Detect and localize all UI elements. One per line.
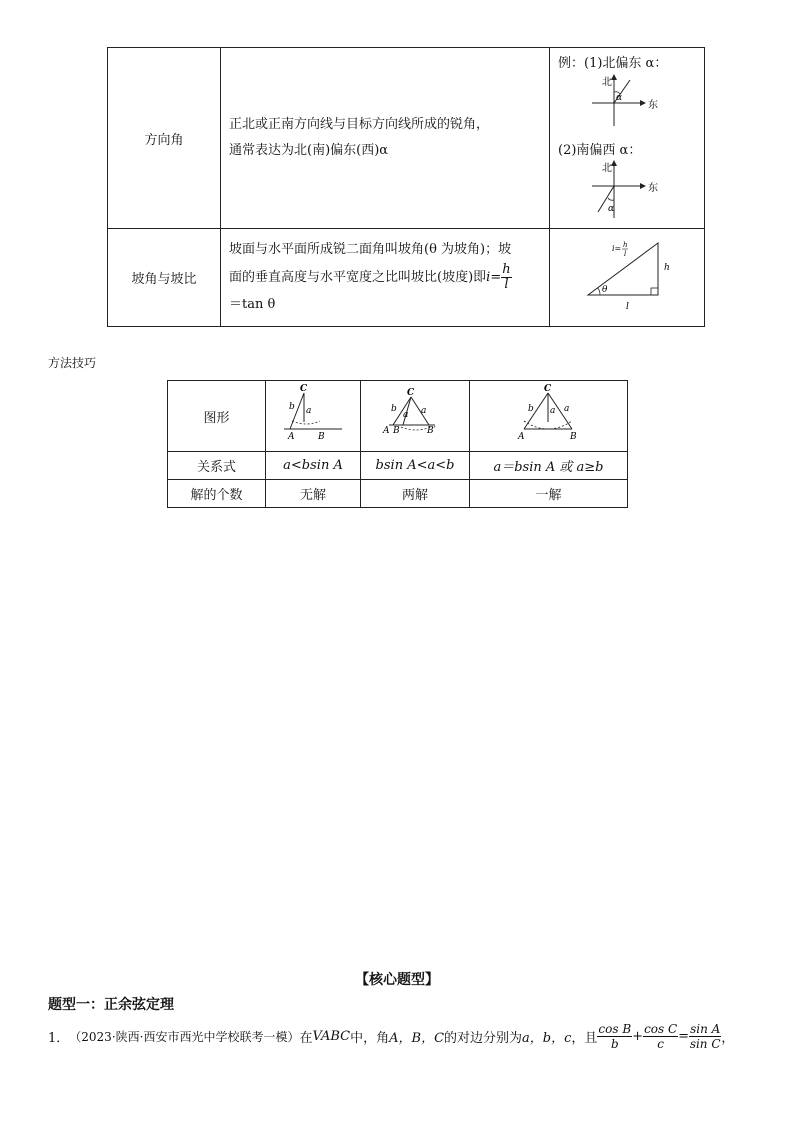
problem-1	[48, 1022, 758, 1051]
label-C-2: C	[407, 388, 415, 398]
i-frac-h: h	[623, 241, 628, 249]
problem-1-text-2: 中，角	[350, 1031, 390, 1046]
cell-slope-name	[108, 229, 221, 327]
slope-fraction	[501, 263, 511, 292]
label-b-2: b	[391, 404, 397, 414]
cell-direction-angle-figures	[550, 48, 705, 229]
label-B-3: B	[570, 432, 577, 442]
label-b-3: b	[528, 404, 534, 414]
label-Bp-2: B′	[427, 426, 436, 436]
problem-1-triangle: VABC	[312, 1029, 351, 1044]
count-no-solution: 无解	[266, 480, 361, 508]
south-west-figure	[586, 156, 666, 224]
slope-i: i	[486, 269, 491, 285]
cell-fig-no-solution	[266, 381, 361, 452]
frac3-num: sin A	[690, 1022, 721, 1036]
label-a-3a: a	[550, 406, 556, 416]
slope-triangle-figure	[584, 237, 694, 319]
label-a-3b: a	[564, 404, 570, 414]
label-a-2a: a	[403, 410, 409, 420]
label-C-3: C	[544, 384, 552, 394]
equals-sign: =	[678, 1029, 690, 1044]
header-relation: 关系式	[168, 452, 266, 480]
east-label-2: 东	[648, 183, 658, 194]
method-section-title: 方法技巧	[48, 356, 97, 370]
label-a-2b: a	[421, 406, 427, 416]
alpha-label: α	[616, 93, 623, 103]
problem-1-angles: A，B，C	[389, 1031, 445, 1046]
fraction-sinA-sinC	[689, 1022, 721, 1051]
i-frac-l: l	[624, 250, 627, 258]
fraction-cosC-c	[643, 1022, 678, 1051]
problem-1-text-4: ，且	[571, 1031, 598, 1046]
slope-frac-num: h	[502, 262, 511, 277]
cell-direction-angle-desc	[221, 48, 550, 229]
plus-sign: +	[632, 1029, 644, 1044]
problem-1-text-3: 的对边分别为	[444, 1031, 523, 1046]
relation-one-solution: a＝bsin A 或 a≥b	[470, 452, 628, 480]
slope-desc-1: 坡面与水平面所成锐二面角叫坡角(θ 为坡角)；坡	[229, 242, 512, 257]
label-A-2: A	[383, 426, 390, 436]
label-b: b	[289, 402, 295, 412]
theta-label: θ	[602, 285, 608, 295]
angle-definition-table	[107, 47, 705, 327]
problem-1-tail: ，	[721, 1031, 735, 1046]
label-a: a	[306, 406, 312, 416]
slope-label: 坡角与坡比	[131, 272, 197, 287]
solution-count-table	[167, 380, 628, 508]
relation-two-solutions: bsin A<a<b	[361, 452, 470, 480]
type-one-title: 题型一：正余弦定理	[48, 997, 174, 1013]
east-label: 东	[648, 100, 658, 111]
north-label: 北	[602, 77, 612, 88]
frac1-num: cos B	[598, 1022, 632, 1036]
label-C: C	[300, 384, 308, 394]
label-B-2: B	[393, 426, 400, 436]
slope-eq: =	[490, 269, 502, 285]
cell-fig-two-solutions	[361, 381, 470, 452]
fig-no-solution	[266, 381, 360, 447]
relation-no-solution: a<bsin A	[266, 452, 361, 480]
header-figure: 图形	[168, 381, 266, 452]
frac2-den: c	[657, 1037, 664, 1051]
slope-frac-den: l	[504, 277, 509, 292]
slope-desc-2-text: 面的垂直高度与水平宽度之比叫坡比(坡度)即	[229, 269, 487, 285]
problem-1-number: 1．	[48, 1031, 70, 1046]
header-solution-count: 解的个数	[168, 480, 266, 508]
i-label: i=	[612, 244, 622, 253]
cell-fig-one-solution	[470, 381, 628, 452]
label-B: B	[318, 432, 325, 442]
direction-angle-desc-2: 通常表达为北(南)偏东(西)α	[229, 143, 389, 158]
fig-two-solutions	[361, 381, 469, 447]
slope-desc-2	[229, 263, 541, 292]
label-A: A	[288, 432, 295, 442]
cell-direction-angle-name	[108, 48, 221, 229]
problem-1-source: （2023·陕西·西安市西光中学校联考一模）	[69, 1030, 300, 1044]
h-label: h	[664, 263, 670, 273]
direction-angle-desc-1: 正北或正南方向线与目标方向线所成的锐角，	[229, 117, 490, 132]
count-one-solution: 一解	[470, 480, 628, 508]
frac1-den: b	[610, 1037, 619, 1051]
example-2-title: (2)南偏西 α：	[558, 143, 642, 158]
count-two-solutions: 两解	[361, 480, 470, 508]
label-A-3: A	[518, 432, 525, 442]
cell-slope-desc	[221, 229, 550, 327]
slope-desc-3: ＝tan θ	[229, 297, 276, 312]
frac2-num: cos C	[644, 1022, 678, 1036]
north-east-figure	[586, 72, 666, 128]
example-1-title: 例：(1)北偏东 α：	[558, 56, 668, 71]
direction-angle-label: 方向角	[144, 132, 184, 148]
core-section-title: 【核心题型】	[355, 972, 439, 988]
cell-slope-figure	[550, 229, 705, 327]
fraction-cosB-b	[597, 1022, 632, 1051]
alpha-label-2: α	[608, 204, 615, 214]
north-label-2: 北	[602, 163, 612, 174]
problem-1-sides: a，b，c	[522, 1031, 572, 1046]
problem-1-text-1: 在	[299, 1031, 313, 1046]
fig-one-solution	[470, 381, 627, 447]
l-label: l	[626, 302, 629, 312]
frac3-den: sin C	[689, 1037, 721, 1051]
